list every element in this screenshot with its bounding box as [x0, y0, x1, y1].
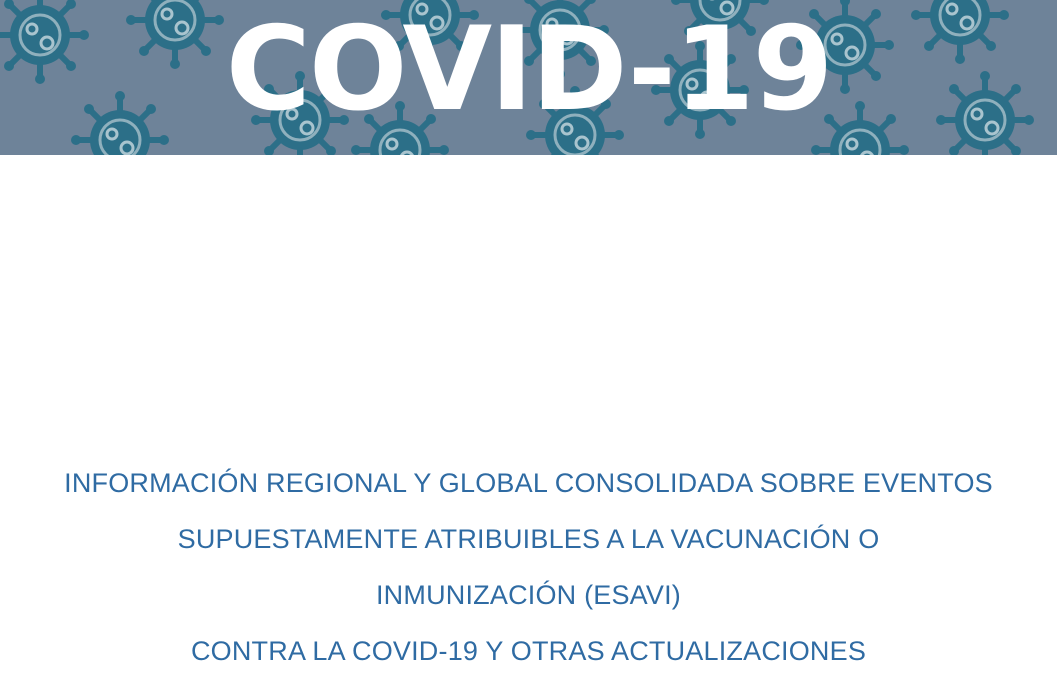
covid-header-banner	[0, 0, 1057, 155]
subtitle-line-1: INFORMACIÓN REGIONAL Y GLOBAL CONSOLIDADA SOBRE EVENTOS	[64, 468, 993, 498]
subtitle-line-2: SUPUESTAMENTE ATRIBUIBLES A LA VACUNACIÓN O	[177, 524, 880, 554]
subtitle-line-4: CONTRA LA COVID-19 Y OTRAS ACTUALIZACIONES	[190, 636, 867, 666]
page-title: COVID-19	[225, 1, 832, 137]
subtitle-line-3: INMUNIZACIÓN (ESAVI)	[375, 580, 681, 610]
document-subtitle	[0, 455, 1057, 679]
